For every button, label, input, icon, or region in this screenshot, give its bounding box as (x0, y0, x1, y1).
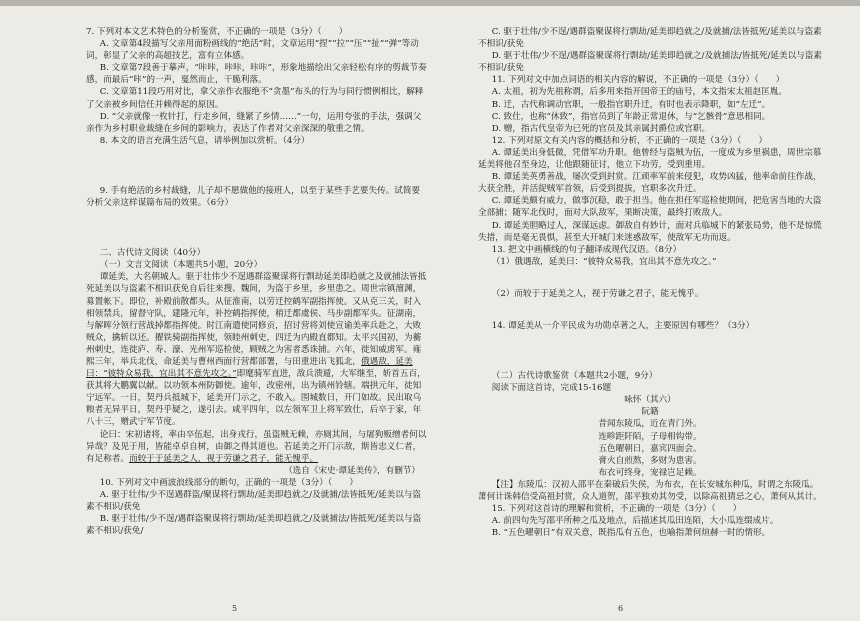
question-9: 9. 手有绝活的乡村裁缝，儿子却不愿做他的接班人，以至于某些手艺要失传。试简要分析父亲这样谋篇布局的效果。（6分） (86, 185, 421, 209)
option-11b: B. 迁，古代称调动官职，一般指官职升迁，有时也表示降职，如“左迁”。 (491, 99, 771, 110)
question-13: 13. 把文中画横线的句子翻译成现代汉语。（8分） (491, 244, 682, 255)
answer-space-13-2 (478, 300, 822, 320)
option-12a: A. 谭延美出身低微，凭借军功升职。他曾经与盗贼为伍，一度成为乡里祸患，周世宗慕延美将他召至身边，让他跟随征讨，他立下功劳，受到重用。 (478, 147, 822, 171)
answer-space-13-1 (478, 268, 822, 288)
page-number-right: 6 (618, 604, 624, 613)
option-11d: D. 赠，指古代皇帝为已死的官员及其亲属封爵位或官职。 (491, 123, 711, 134)
question-10: 10. 下列对文中画波浪线部分的断句，正确的一项是（3分）（ ） (99, 477, 358, 488)
poem-line: 五色曜朝日，嘉宾四面会。 (598, 443, 702, 454)
question-8: 8. 本文的语言充满生活气息，请举例加以赏析。（4分） (99, 135, 310, 146)
passage-comment (86, 429, 428, 465)
right-page (478, 26, 822, 539)
poem-line: 布衣可终身，宠禄岂足赖。 (598, 467, 702, 478)
question-13-2: （2）而较于于延美之人，视于劳谦之君子，能无愧乎。 (491, 288, 704, 299)
option-10d: D. 驱于壮伟/少不逞/遇群盗聚谋将行剽劫/延美即趋就之/及就捕法/皆抵死/延美以与盗素不相识/获免 (478, 51, 822, 74)
passage-part-1: 谭延美，大名朝城人。驱于壮伟少不逞遇群盗聚谋将行剽劫延美即趋就之及就捕法皆抵死延美以与盗素不相识获免自后往来搜、魏间，为盗于乡里，乡里患之。周世宗镇澶渊，募置帐下。即位，补殿前散都头。从征淮南，以劳迁控鹤军副指挥使。又从克三关，时入相领禁兵，留督守队，建隆元年，补控鹤指挥使，稍迁都虞侯、马步副都军头。征湖南，与解晖分领行营战掉都指挥使。时江南遣使同修贡，招讨营将刘使宣谕美率兵赴之，大败贼众，擒斩以还。擢铁骑副指挥使，领睦州刺史，四迁为内殿直都知。太平兴国初，为蘅州刺史，连徙庐、寿、濠、光州军巡检使，顾贼之为害者悉诛捕。六年，徙知威虏军。雍熙三年，举兵北伐，命延美与曹州西面行营都部署，与田重进出飞狐北， (86, 272, 427, 367)
option-15b: B. “五色曜朝日”有双关意，既指瓜有五色，也喻指萧何煊赫一时的情形。 (491, 528, 771, 539)
poem-author: 阮籍 (641, 407, 659, 418)
poem-instruction: 阅读下面这首诗，完成15-16题 (491, 383, 612, 394)
poem-title: 咏怀（其六） (624, 395, 676, 406)
scan-edge (0, 0, 860, 6)
question-14: 14. 谭延美从一介平民成为功勋卓著之人，主要原因有哪些？（3分） (491, 320, 755, 331)
answer-space-14 (478, 332, 822, 370)
option-10a: A. 驱于壮伟/少不逞遇群盗/聚谋将行剽劫/延美即趋就之/及就捕/法皆抵死/延美以与盗素不相识/获免 (86, 490, 421, 513)
option-15a: A. 前四句先写邵平所种之瓜及地点，后描述其瓜田连陌，大小瓜连缀成片。 (491, 516, 779, 527)
option-12b: B. 谭延美英勇善战，屡次受到封赏。江顽率军前来侵犯，攻势凶猛，他率命前往作战，大获全胜，并活捉贼军首领，后受到提拔，官职多次升迁。 (478, 172, 822, 195)
option-7c: C. 文章第11段巧用对比，拿父亲作衣服绝不“贪墨”布头的行为与同行惯例相比，解释了父亲被乡间信任并赖得起的原因。 (86, 87, 424, 110)
option-12c: C. 谭延美颇有威力，做事沉稳，敢于担当。他在担任军巡检使期间，把危害当地的大盗全部捕；随军北伐时，面对大队敌军，果断决策，最终打败敌人。 (478, 196, 822, 219)
subsection-heading-2a: （一）文言文阅读（本题共5小题，20分） (99, 260, 263, 271)
option-7b: B. 文章第7段善于摹声，“咔咔，咔咔，咔咔”，形象地描绘出父亲轻松有序的剪裁节奏感，而最后“咔”的一声，戛然而止，干脆利落。 (86, 63, 427, 86)
option-11a: A. 太祖，初为先祖称谓，后多用来指开国帝王的庙号，本文指宋太祖赵匡胤。 (491, 87, 788, 98)
question-11: 11. 下列对文中加点词语的相关内容的解说，不正确的一项是（3分）（ ） (491, 75, 785, 86)
question-15: 15. 下列对这首诗的理解和赏析，不正确的一项是（3分）（ ） (491, 504, 742, 515)
page-number-left: 5 (232, 604, 238, 613)
passage-source: （选自《宋史·谭延美传》，有删节） (284, 465, 420, 476)
option-11c: C. 致仕，也称“休致”，指官员到了年龄正常退休，与“乞骸骨”意思相同。 (491, 111, 771, 122)
option-12d: D. 谭延美胆略过人，深谋远虑。御敌自有妙计，面对兵临城下的紧张局势，他不是惊慌失措，而是毫无畏惧，甚至大开城门来迷惑敌军，使敌军无功而返。 (478, 220, 822, 243)
poem-line: 昔闻东陵瓜，近在青门外。 (598, 419, 702, 430)
question-13-1: （1）俄遇敌，延美曰：“彼特众易我，宜出其不意先攻之。” (491, 256, 717, 267)
poem-line: 膏火自煎熬，多财为患害。 (598, 455, 702, 466)
option-10b: B. 驱于壮伟/少不逞/遇群盗聚谋将行剽劫/延美即趋就之/及就捕法/皆抵死/延美以与盗素不相识/获免/ (86, 514, 422, 537)
option-7d: D. “父亲就像一枚针打，行走乡间，缝紧了乡情……”一句，运用夸张的手法，强调父亲作为乡村职业裁缝在乡间的影响力，表达了作者对父亲深深的敬重之情。 (86, 111, 422, 134)
left-page (86, 26, 428, 537)
comment-text: 论曰：宋初诸将，率由卒伍起，出身戎行，虽盗贼无赖，亦厕其间，与屠狗贩缯者何以异哉？及见于用，皆能卓卓自树，由御之得其道也。若延美之开门示敌，斯皆忠义仁者，有足称者。 (86, 429, 427, 464)
question-12: 12. 下列对原文有关内容的概括和分析，不正确的一项是（3分）（ ） (491, 135, 768, 146)
passage-text (86, 271, 428, 428)
option-10c: C. 驱于壮伟/少不逞/遇群盗聚谋将行剽劫/延美即趋就之/及就捕/法皆抵死/延美以与盗素不相识/获免 (478, 27, 822, 50)
answer-space-8 (86, 147, 428, 185)
answer-space-9 (86, 209, 428, 247)
underlined-sentence-1: 俄遇敌，延美曰：“彼特众易我，宜出其不意先攻之。” (86, 356, 413, 380)
underlined-sentence-2: 而较于于延美之人，视于劳谦之君子，能无愧乎。 (128, 453, 319, 464)
question-7: 7. 下列对本文艺术特色的分析鉴赏，不正确的一项是（3分）（ ） (86, 27, 348, 37)
option-7a: A. 文章第4段描写父亲用面粉画线的“绝活”时，文章运用“捏”“拉”“压”“扯”“弹”等动词，彰显了父亲的高超技艺，富有立体感。 (86, 39, 419, 62)
poem-line: 连畛距阡陌，子母相钩带。 (598, 431, 702, 442)
section-heading-2: 二、古代诗文阅读（40分） (99, 248, 206, 259)
subsection-heading-2b: （二）古代诗歌鉴赏（本题共2小题，9分） (491, 371, 658, 382)
poem-note: 【注】东陵瓜：汉初人邵平在秦破后失侯，为布衣，在长安城东种瓜，时谓之东陵瓜。萧何计诛韩信受高祖封赏，众人道贺，邵平独劝其勿受，以除高祖猜忌之心，萧何从其计。 (478, 479, 822, 502)
passage-part-2: 即麾骑军直进，敌兵溃遁，大军继至，斩首五百，获其将大鹏翼以献。以功领本州防御使。逾年，改密州，出为镇州铃辖。端拱元年，徒知宁远军。一日，契丹兵抵城下，延美开门示之，不敢入。围城数日，开门如故。民出取乌粮者无异平日，契丹乎疑之，遂引去。咸平四年，以左领军卫上将军致仕，后卒于家，年八十三，赠武宁军节度。 (86, 369, 426, 428)
